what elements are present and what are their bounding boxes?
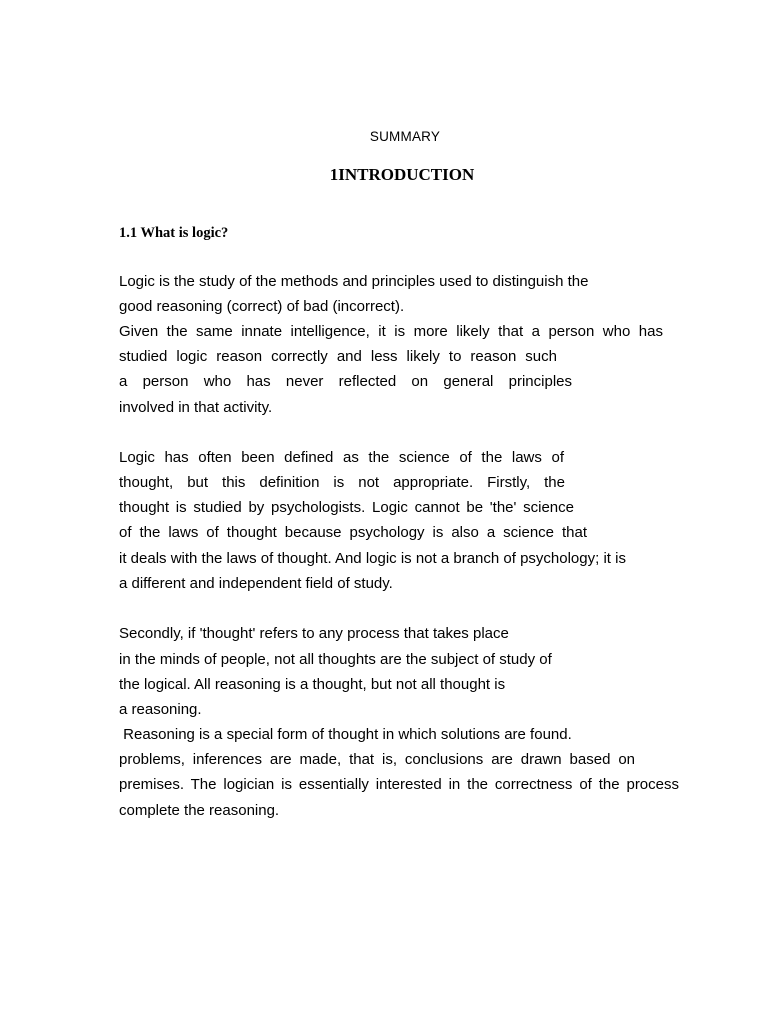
text-line: of the laws of thought because psychology is also a science that — [119, 524, 587, 541]
text-line: involved in that activity. — [119, 399, 273, 416]
text-line: Logic has often been defined as the science of the laws of — [119, 449, 564, 466]
text-line: it deals with the laws of thought. And logic is not a branch of psychology; it is — [119, 550, 626, 567]
text-line: thought is studied by psychologists. Logic cannot be 'the' science — [119, 499, 574, 516]
text-line: Logic is the study of the methods and principles used to distinguish the — [119, 273, 589, 290]
text-line: Reasoning is a special form of thought in which solutions are found. — [119, 726, 572, 743]
text-line: complete the reasoning. — [119, 802, 280, 819]
text-line: premises. The logician is essentially interested in the correctness of the process — [119, 776, 679, 793]
text-line: Given the same innate intelligence, it is more likely that a person who has — [119, 323, 663, 340]
chapter-title: 1INTRODUCTION — [329, 165, 475, 184]
summary-label: SUMMARY — [369, 129, 441, 144]
text-line: Secondly, if 'thought' refers to any process that takes place — [119, 625, 509, 642]
text-line: thought, but this definition is not appropriate. Firstly, the — [119, 474, 565, 491]
text-line: the logical. All reasoning is a thought, but not all thought is — [119, 676, 506, 693]
text-line: a different and independent field of study. — [119, 575, 393, 592]
section-heading: 1.1 What is logic? — [119, 225, 229, 241]
text-line: good reasoning (correct) of bad (incorrect). — [119, 298, 405, 315]
text-line: problems, inferences are made, that is, conclusions are drawn based on — [119, 751, 635, 768]
text-line: a reasoning. — [119, 701, 202, 718]
text-line: studied logic reason correctly and less likely to reason such — [119, 348, 557, 365]
text-line: a person who has never reflected on general principles — [119, 373, 572, 390]
text-line: in the minds of people, not all thoughts are the subject of study of — [119, 651, 552, 668]
